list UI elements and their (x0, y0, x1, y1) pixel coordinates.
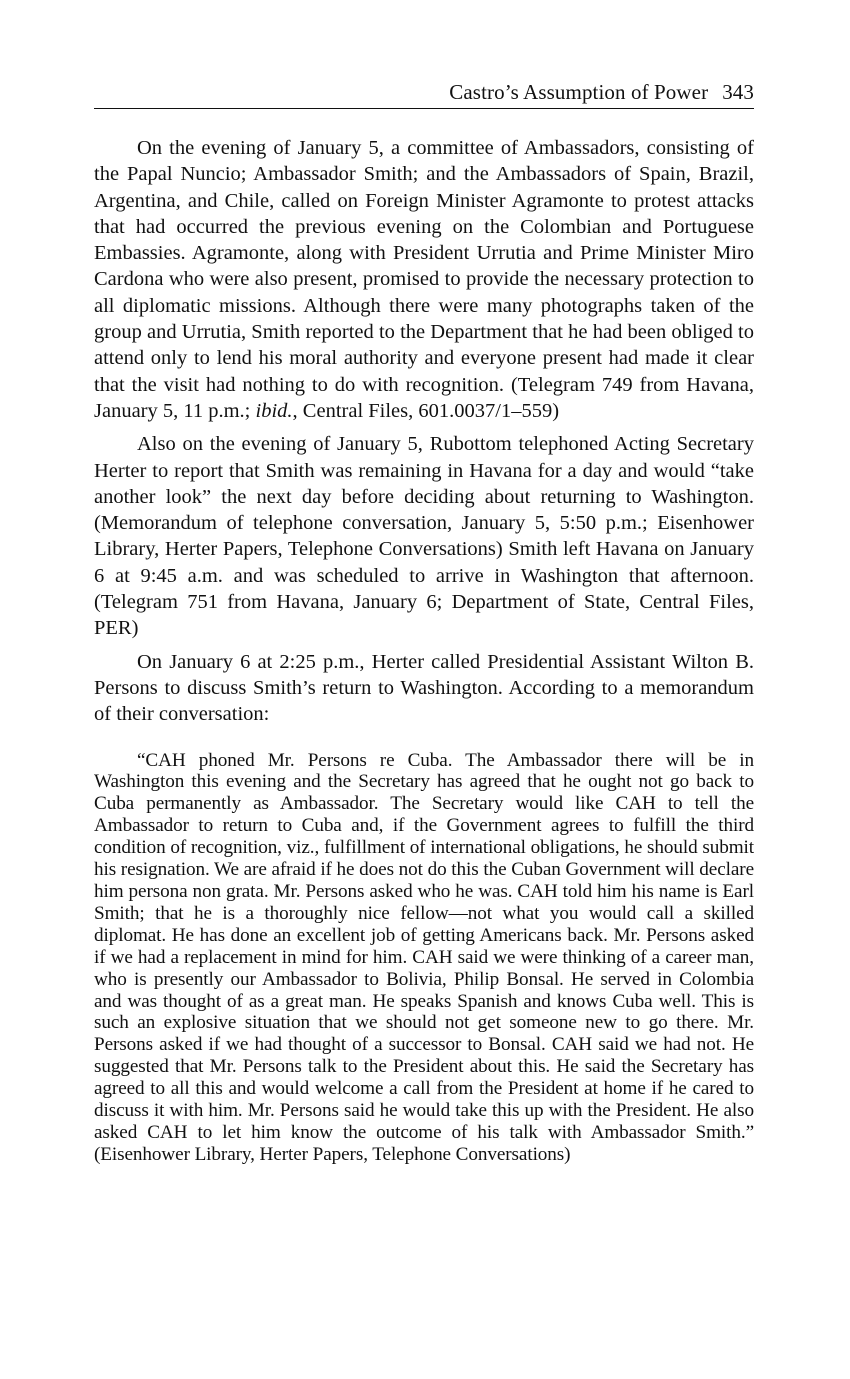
document-page (94, 78, 754, 1166)
block-quote-memorandum: “CAH phoned Mr. Persons re Cuba. The Ambassador there will be in Washington this evening and the Secretary has agreed that he ought not go back to Cuba permanently as Ambassador. The Secretary would like CAH to tell the Ambassador to return to Cuba and, if the Government agrees to fulfill the third condition of recognition, viz., fulfillment of international obligations, he should submit his resignation. We are afraid if he does not do this the Cuban Government will declare him persona non grata. Mr. Persons asked who he was. CAH told him his name is Earl Smith; that he is a thoroughly nice fellow—not what you would call a skilled diplomat. He has done an excellent job of getting Americans back. Mr. Persons asked if we had a replacement in mind for him. CAH said we were thinking of a career man, who is presently our Ambassador to Bolivia, Philip Bonsal. He served in Colombia and was thought of as a great man. He speaks Spanish and knows Cuba well. This is such an explosive situation that we should not get someone new to go there. Mr. Persons asked if we had thought of a successor to Bonsal. CAH said we had not. He suggested that Mr. Persons talk to the President about this. He said the Secretary has agreed to all this and would welcome a call from the President at home if he cared to discuss it with him. Mr. Persons said he would take this up with the President. He also asked CAH to let him know the outcome of his talk with Ambassador Smith.” (Eisenhower Library, Herter Papers, Telephone Conversations) (94, 749, 754, 1165)
paragraph-herter-call: On January 6 at 2:25 p.m., Herter called Presidential Assistant Wilton B. Persons to discuss Smith’s return to Washington. According to a memorandum of their conversation: (94, 650, 754, 726)
italic-citation: ibid. (255, 399, 293, 422)
running-title: Castro’s Assumption of Power (449, 80, 709, 104)
running-head (94, 78, 754, 109)
paragraph-committee-of-ambassadors (94, 135, 754, 424)
body-text (94, 135, 754, 1166)
paragraph-text-end: , Central Files, 601.0037/1–559) (292, 399, 560, 422)
paragraph-rubottom-call: Also on the evening of January 5, Rubottom telephoned Acting Secretary Herter to report that Smith was remaining in Havana for a day and would “take another look” the next day before deciding about returning to Washington. (Memorandum of telephone conversation, January 5, 5:50 p.m.; Eisenhower Library, Herter Papers, Telephone Conversations) Smith left Havana on January 6 at 9:45 a.m. and was scheduled to arrive in Washington that afternoon. (Telegram 751 from Havana, January 6; Department of State, Central Files, PER) (94, 433, 754, 640)
paragraph-text: On the evening of January 5, a committee of Ambassadors, consisting of the Papal Nuncio; Ambassador Smith; and the Ambassadors of Spain, Brazil, Argentina, and Chile, called on Foreign Minister Agramonte to protest attacks that had occurred the previous evening on the Colombian and Portuguese Embassies. Agramonte, along with President Urrutia and Prime Minister Miro Cardona who were also present, promised to provide the necessary protection to all diplomatic missions. Although there were many photographs taken of the group and Urrutia, Smith reported to the Department that he had been obliged to attend only to lend his moral authority and everyone present had made it clear that the visit had nothing to do with recognition. (Telegram 749 from Havana, January 5, 11 p.m.; (94, 137, 754, 422)
page-number: 343 (722, 80, 754, 104)
